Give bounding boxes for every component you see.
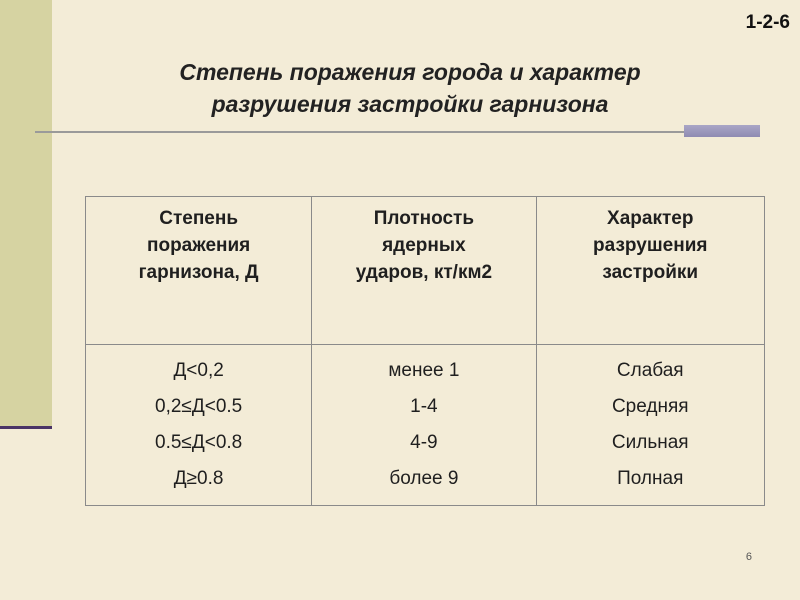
header-text: ядерных: [382, 235, 466, 256]
cell-strike-density-values: [312, 345, 536, 506]
cell-value: Сильная: [611, 432, 689, 453]
cell-value: 0,2≤Д<0.5: [155, 396, 243, 417]
cell-destruction-character-values: [536, 345, 764, 506]
header-text: ударов, кт/км2: [355, 262, 493, 283]
table-row: [86, 345, 765, 506]
cell-value: Средняя: [611, 396, 689, 417]
cell-value: более 9: [389, 468, 459, 489]
cell-value: 1-4: [410, 396, 438, 417]
header-damage-degree: [86, 197, 312, 345]
page-number: 6: [745, 551, 752, 563]
cell-value: 4-9: [410, 432, 438, 453]
header-text: разрушения: [593, 235, 708, 256]
header-text: Характер: [607, 208, 694, 229]
cell-value: Слабая: [616, 360, 684, 381]
title-line-2: разрушения застройки гарнизона: [211, 91, 609, 117]
cell-value: Д≥0.8: [173, 468, 224, 489]
slide-code: 1-2-6: [745, 12, 790, 33]
header-destruction-character: [536, 197, 764, 345]
title-underline-accent: [684, 125, 760, 137]
left-decorative-bar: [0, 0, 52, 428]
header-text: гарнизона, Д: [138, 262, 259, 283]
cell-value: 0.5≤Д<0.8: [155, 432, 243, 453]
title-line-1: Степень поражения города и характер: [179, 59, 641, 85]
damage-table: [85, 196, 765, 506]
cell-value: Полная: [617, 468, 684, 489]
title-underline: [35, 131, 740, 133]
header-text: поражения: [146, 235, 251, 256]
header-text: застройки: [602, 262, 699, 283]
header-text: Плотность: [373, 208, 475, 229]
left-bar-divider: [0, 426, 52, 429]
table-header-row: [86, 197, 765, 345]
header-strike-density: [312, 197, 536, 345]
header-text: Степень: [159, 208, 239, 229]
cell-value: менее 1: [388, 360, 460, 381]
slide-title: [80, 56, 740, 120]
cell-damage-degree-values: [86, 345, 312, 506]
cell-value: Д<0,2: [173, 360, 224, 381]
